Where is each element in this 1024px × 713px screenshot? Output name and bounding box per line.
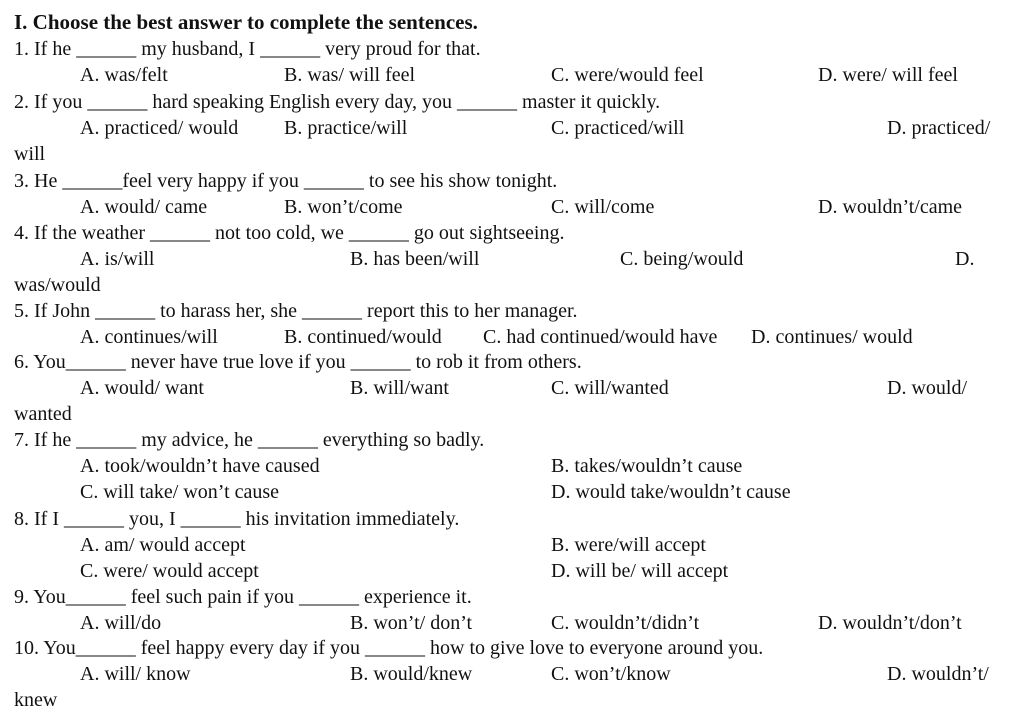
question-10-continuation: knew (14, 689, 58, 711)
option-c[interactable]: C. had continued/would have (483, 326, 718, 348)
option-a[interactable]: A. would/ came (80, 196, 208, 218)
question-8-stem: 8. If I ______ you, I ______ his invitation immediately. (14, 508, 460, 530)
option-d[interactable]: D. wouldn’t/came (818, 196, 963, 218)
option-d[interactable]: D. continues/ would (751, 326, 913, 348)
option-c[interactable]: C. will take/ won’t cause (80, 481, 280, 503)
option-d[interactable]: D. would take/wouldn’t cause (551, 481, 791, 503)
option-c[interactable]: C. wouldn’t/didn’t (551, 612, 700, 634)
question-6-stem: 6. You______ never have true love if you ______ to rob it from others. (14, 351, 582, 373)
question-6-continuation: wanted (14, 403, 72, 425)
question-2-stem: 2. If you ______ hard speaking English every day, you ______ master it quickly. (14, 91, 661, 113)
option-a[interactable]: A. practiced/ would (80, 117, 239, 139)
question-4-continuation: was/would (14, 274, 101, 296)
option-b[interactable]: B. will/want (350, 377, 449, 399)
question-8-options-row1 (0, 532, 1024, 558)
option-d[interactable]: D. wouldn’t/ (887, 663, 989, 685)
option-d[interactable]: D. would/ (887, 377, 967, 399)
question-7-options-row2 (0, 479, 1024, 505)
option-d[interactable]: D. practiced/ (887, 117, 991, 139)
option-b[interactable]: B. won’t/come (284, 196, 403, 218)
question-4-stem: 4. If the weather ______ not too cold, we ______ go out sightseeing. (14, 222, 565, 244)
option-a[interactable]: A. continues/will (80, 326, 218, 348)
option-b[interactable]: B. continued/would (284, 326, 442, 348)
option-a[interactable]: A. is/will (80, 248, 155, 270)
option-c[interactable]: C. will/come (551, 196, 655, 218)
question-5-stem: 5. If John ______ to harass her, she ______ report this to her manager. (14, 300, 578, 322)
question-10-options (0, 661, 1024, 687)
option-d[interactable]: D. (955, 248, 975, 270)
option-b[interactable]: B. were/will accept (551, 534, 706, 556)
option-b[interactable]: B. won’t/ don’t (350, 612, 473, 634)
option-a[interactable]: A. will/do (80, 612, 162, 634)
question-9-options (0, 610, 1024, 636)
question-5-options (0, 324, 1024, 350)
question-9-stem: 9. You______ feel such pain if you ______ experience it. (14, 586, 472, 608)
question-1-stem: 1. If he ______ my husband, I ______ very proud for that. (14, 38, 481, 60)
question-7-stem: 7. If he ______ my advice, he ______ everything so badly. (14, 429, 485, 451)
question-2-options (0, 115, 1024, 141)
option-a[interactable]: A. will/ know (80, 663, 191, 685)
worksheet-title: I. Choose the best answer to complete the sentences. (14, 10, 478, 34)
question-6-options (0, 375, 1024, 401)
option-b[interactable]: B. was/ will feel (284, 64, 416, 86)
option-d[interactable]: D. wouldn’t/don’t (818, 612, 962, 634)
option-d[interactable]: D. were/ will feel (818, 64, 958, 86)
question-1-options (0, 62, 1024, 88)
option-c[interactable]: C. won’t/know (551, 663, 671, 685)
option-b[interactable]: B. practice/will (284, 117, 408, 139)
option-a[interactable]: A. would/ want (80, 377, 204, 399)
option-a[interactable]: A. took/wouldn’t have caused (80, 455, 320, 477)
question-3-stem: 3. He ______feel very happy if you ______ to see his show tonight. (14, 170, 558, 192)
question-8-options-row2 (0, 558, 1024, 584)
option-b[interactable]: B. takes/wouldn’t cause (551, 455, 743, 477)
option-c[interactable]: C. will/wanted (551, 377, 669, 399)
question-3-options (0, 194, 1024, 220)
option-a[interactable]: A. was/felt (80, 64, 168, 86)
question-4-options (0, 246, 1024, 272)
option-d[interactable]: D. will be/ will accept (551, 560, 729, 582)
option-b[interactable]: B. has been/will (350, 248, 480, 270)
option-c[interactable]: C. were/would feel (551, 64, 704, 86)
question-2-continuation: will (14, 143, 46, 165)
option-b[interactable]: B. would/knew (350, 663, 473, 685)
option-c[interactable]: C. were/ would accept (80, 560, 259, 582)
option-c[interactable]: C. being/would (620, 248, 744, 270)
option-a[interactable]: A. am/ would accept (80, 534, 246, 556)
option-c[interactable]: C. practiced/will (551, 117, 685, 139)
question-10-stem: 10. You______ feel happy every day if you ______ how to give love to everyone around you. (14, 637, 764, 659)
question-7-options-row1 (0, 453, 1024, 479)
